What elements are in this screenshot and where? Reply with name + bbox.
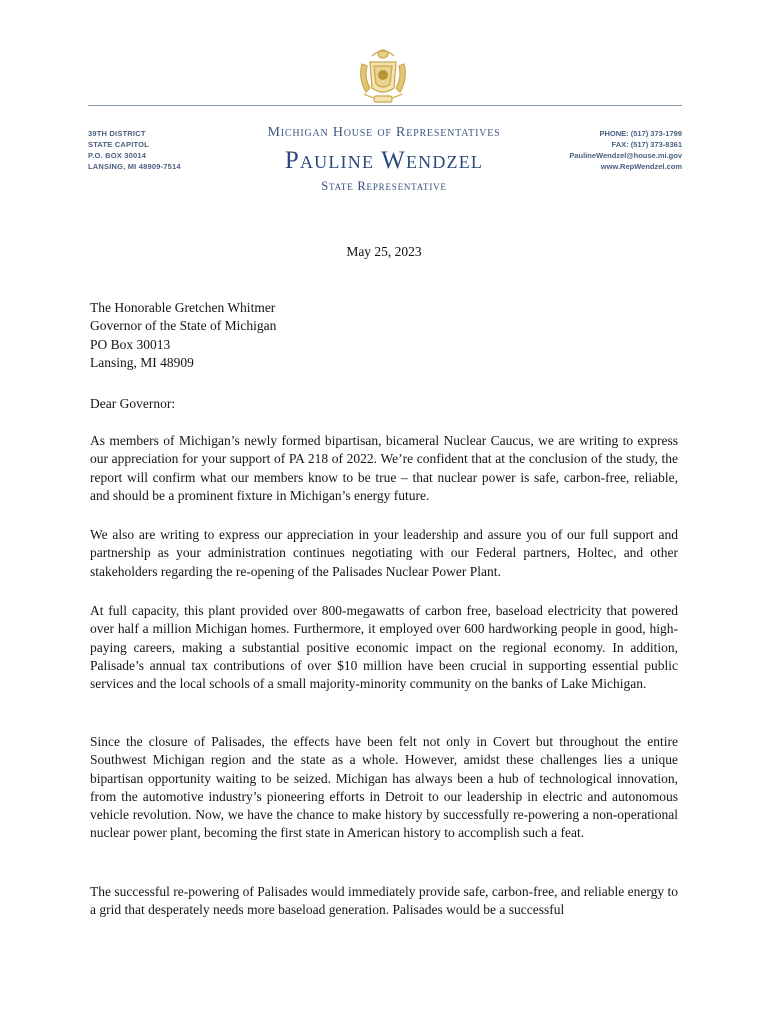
paragraph: We also are writing to express our appreciation in your leadership and assure you of our full support and partnership as your administration continues negotiating with our Federal partners, Holtec, and other stakeholders regarding the re-opening of the Palisades Nuclear Power Plant. [90,527,678,579]
paragraph: At full capacity, this plant provided over 800-megawatts of carbon free, baseload electricity that powered over half a million Michigan homes. Furthermore, it employed over 600 hardworking people in good, high-paying careers, making a substantial positive economic impact on the regional economy. In addition, Palisade’s annual tax contributions of over $10 million have been crucial in supporting essential public services and the local schools of a small majority-minority community on the banks of Lake Michigan. [90,603,678,692]
michigan-seal-icon [350,44,416,106]
recipient-line: Lansing, MI 48909 [90,354,194,370]
recipient-line: The Honorable Gretchen Whitmer [90,300,276,315]
recipient-line: Governor of the State of Michigan [90,318,277,334]
salutation: Dear Governor: [90,396,176,411]
website: www.RepWendzel.com [600,162,682,171]
address-line: 39TH DISTRICT [88,129,146,138]
letter-date: May 25, 2023 [346,244,422,259]
phone: PHONE: (517) 373-1799 [599,129,682,138]
recipient-address [90,299,678,372]
paragraph: The successful re-powering of Palisades would immediately provide safe, carbon-free, and reliable energy to a grid that desperately needs more baseload generation. Palisades would be a successful [90,884,678,918]
address-line: STATE CAPITOL [88,140,149,149]
recipient-line: PO Box 30013 [90,336,171,352]
fax: FAX: (517) 373-8361 [611,140,682,149]
address-line: P.O. BOX 30014 [88,151,147,160]
representative-name: Pauline Wendzel [284,147,484,174]
paragraph: Since the closure of Palisades, the effects have been felt not only in Covert but throughout the entire Southwest Michigan region and the state as a whole. However, amidst these challenges lies a unique bipartisan opportunity waiting to be seized. Michigan has always been a hub of technological innovation, from the automotive industry’s pioneering efforts in Detroit to our leadership in electric and autonomous vehicle revolution. Now, we have the chance to make history by successfully re-powering a non-operational nuclear power plant, becoming the first state in American history to accomplish such a feat. [90,734,678,841]
paragraph: As members of Michigan’s newly formed bipartisan, bicameral Nuclear Caucus, we are writing to express our appreciation for your support of PA 218 of 2022. We’re confident that at the conclusion of the study, the report will confirm what our members know to be true – that nuclear power is safe, carbon-free, reliable, and should be a prominent fixture in Michigan’s energy future. [90,433,678,503]
address-line: LANSING, MI 48909-7514 [88,162,181,171]
representative-title: State Representative [321,179,447,193]
house-name: Michigan House of Representatives [267,125,501,140]
contact-info [569,128,682,172]
letterhead-rule [88,105,682,106]
email: PaulineWendzel@house.mi.gov [569,151,682,160]
